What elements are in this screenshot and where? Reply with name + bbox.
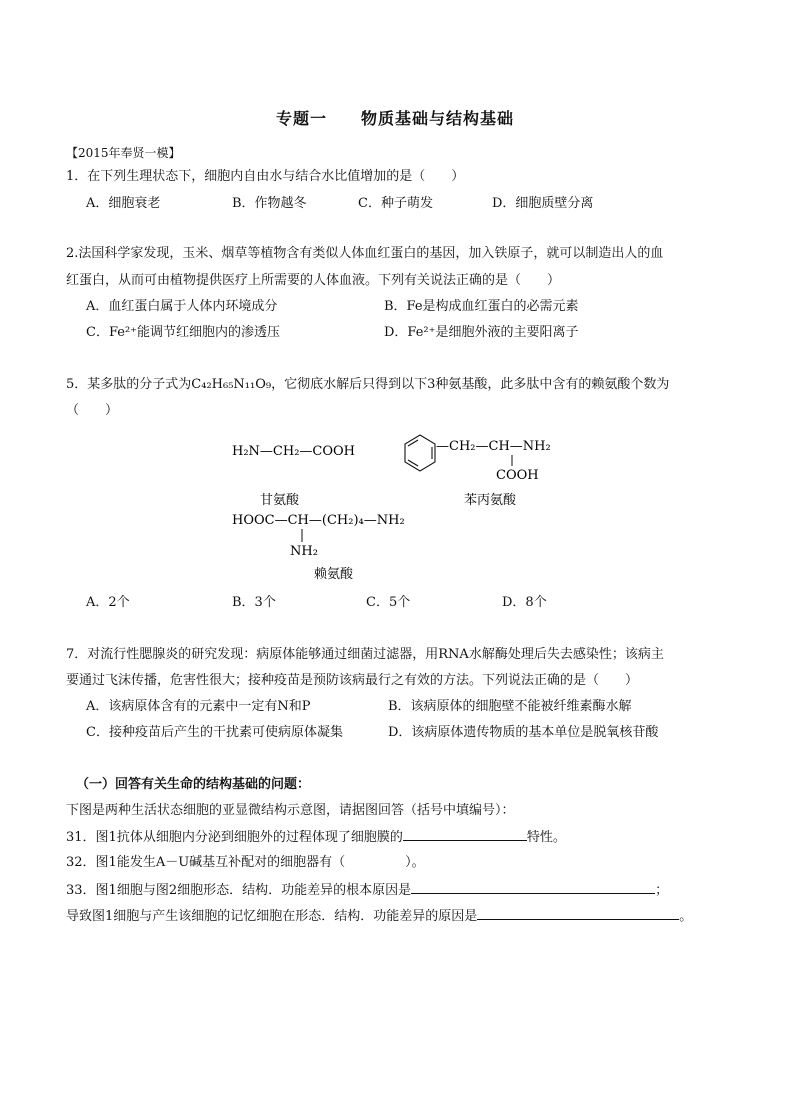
molecular-formula: C₄₂H₆₅N₁₁O₉ <box>191 377 272 392</box>
question-32 <box>66 852 425 874</box>
section-intro: 下图是两种生活状态细胞的亚显微结构示意图，请据图回答（括号中填编号）： <box>66 803 515 818</box>
question-31-answer-blank[interactable] <box>403 826 527 841</box>
lysine-amino-group: NH₂ <box>290 544 318 559</box>
question-33-part-2 <box>66 905 692 928</box>
question-33-part-2-answer-blank[interactable] <box>477 905 679 920</box>
question-33 <box>66 879 668 902</box>
question-7-option-c: C．接种疫苗后产生的干扰素可使病原体凝集 <box>86 725 343 740</box>
glycine-formula: H₂N—CH₂—COOH <box>232 444 356 459</box>
question-5-option-a: A．2个 <box>86 595 130 610</box>
question-2-option-a: A．血红蛋白属于人体内环境成分 <box>86 299 278 314</box>
question-33-part-2-text: 导致图1细胞与产生该细胞的记忆细胞在形态．结构．功能差异的原因是 <box>66 909 478 924</box>
question-5-option-c: C．5个 <box>366 595 411 610</box>
title-topic-name: 物质基础与结构基础 <box>361 109 515 128</box>
question-1-option-a: A．细胞衰老 <box>86 196 161 211</box>
question-2-stem-line-1: 2.法国科学家发现，玉米、烟草等植物含有类似人体血红蛋白的基因，加入铁原子，就可以制造出人的血 <box>66 246 664 261</box>
question-7-option-b: B．该病原体的细胞壁不能被纤维素酶水解 <box>388 699 632 714</box>
question-33-suffix: ； <box>655 883 669 898</box>
question-7-option-d: D．该病原体遗传物质的基本单位是脱氧核苷酸 <box>388 725 659 740</box>
question-2-option-b: B．Fe是构成血红蛋白的必需元素 <box>384 299 579 314</box>
question-5-option-b: B．3个 <box>232 595 276 610</box>
lysine-name: 赖氨酸 <box>314 567 354 582</box>
question-33-text: 33．图1细胞与图2细胞形态．结构．功能差异的根本原因是 <box>66 883 412 898</box>
question-1-stem: 1．在下列生理状态下，细胞内自由水与结合水比值增加的是（ ） <box>66 169 465 184</box>
question-33-answer-blank[interactable] <box>411 879 655 894</box>
question-2-stem-line-2: 红蛋白，从而可由植物提供医疗上所需要的人体血液。下列有关说法正确的是（ ） <box>66 273 561 288</box>
amino-acid-structures <box>220 420 580 590</box>
question-5-stem-line-2: （ ） <box>66 403 119 418</box>
question-7-stem-line-2: 要通过飞沫传播，危害性很大；接种疫苗是预防该病最行之有效的方法。下列说法正确的是（ ） <box>66 673 639 688</box>
page-title <box>0 106 790 129</box>
question-2-option-d: D．Fe²⁺是细胞外液的主要阳离子 <box>384 325 579 340</box>
section-heading: （一）回答有关生命的结构基础的问题： <box>76 777 311 792</box>
question-33-part-2-suffix: 。 <box>679 909 693 924</box>
question-1-option-c: C．种子萌发 <box>358 196 433 211</box>
question-1-option-b: B．作物越冬 <box>232 196 307 211</box>
question-32-text: 32．图1能发生A－U碱基互补配对的细胞器有（ <box>66 855 346 870</box>
title-topic-number: 专题一 <box>275 109 327 128</box>
source-label: 【2015年奉贤一模】 <box>66 146 181 160</box>
question-5-stem-prefix: 5．某多肽的分子式为 <box>66 377 192 392</box>
lysine-formula: HOOC—CH—(CH₂)₄—NH₂ <box>232 513 405 528</box>
phenylalanine-chain: —CH₂—CH—NH₂ <box>436 439 551 454</box>
question-5-stem-suffix: ，它彻底水解后只得到以下3种氨基酸，此多肽中含有的赖氨酸个数为 <box>271 377 670 392</box>
phenylalanine-name: 苯丙氨酸 <box>464 493 517 508</box>
question-32-suffix: ）。 <box>405 855 425 870</box>
glycine-name: 甘氨酸 <box>260 493 300 508</box>
question-1-option-d: D．细胞质壁分离 <box>492 196 594 211</box>
question-2-option-c: C．Fe²⁺能调节红细胞内的渗透压 <box>86 325 281 340</box>
question-5-option-d: D．8个 <box>502 595 547 610</box>
question-7-stem-line-1: 7．对流行性腮腺炎的研究发现：病原体能够通过细菌过滤器，用RNA水解酶处理后失去感染性；该病主 <box>66 647 664 662</box>
question-7-option-a: A．该病原体含有的元素中一定有N和P <box>86 699 311 714</box>
question-31-suffix: 特性。 <box>526 830 566 845</box>
question-31 <box>66 826 566 849</box>
question-5-stem-line-1 <box>66 374 669 396</box>
benzene-ring-icon <box>405 435 435 471</box>
question-31-text: 31．图1抗体从细胞内分泌到细胞外的过程体现了细胞膜的 <box>66 830 403 845</box>
phenylalanine-carboxyl: COOH <box>496 468 539 483</box>
